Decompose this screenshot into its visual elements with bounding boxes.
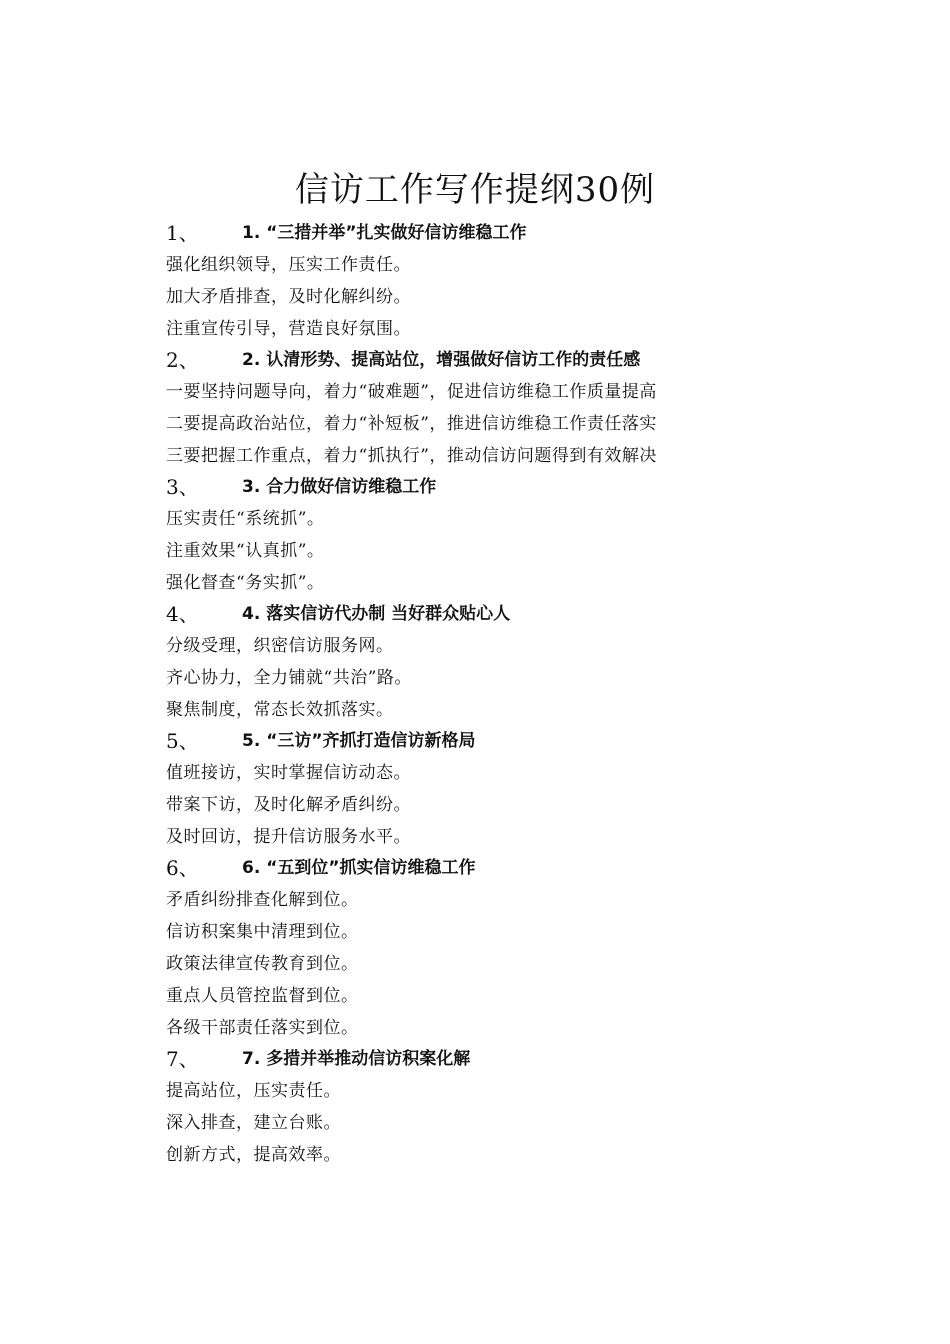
outline-item-title: 5. “三访”齐抓打造信访新格局	[242, 731, 476, 751]
outline-item-title: 2. 认清形势、提高站位，增强做好信访工作的责任感	[242, 350, 641, 370]
outline-item-number: 4、	[166, 602, 199, 626]
outline-item-heading	[166, 853, 846, 884]
outline-point: 聚焦制度，常态长效抓落实。	[166, 700, 394, 720]
outline-item-title: 3. 合力做好信访维稳工作	[242, 477, 437, 497]
outline-item	[166, 853, 846, 1044]
document-title: 信访工作写作提纲30例	[294, 170, 656, 210]
outline-item-title: 1. “三措并举”扎实做好信访维稳工作	[242, 223, 527, 243]
outline-point: 齐心协力，全力铺就“共治”路。	[166, 668, 412, 688]
outline-point: 注重效果“认真抓”。	[166, 541, 325, 561]
outline-point: 强化组织领导，压实工作责任。	[166, 255, 411, 275]
outline-item-number: 5、	[166, 729, 199, 753]
outline-item-heading	[166, 345, 846, 376]
outline-item-title: 4. 落实信访代办制 当好群众贴心人	[242, 604, 511, 624]
outline-item-heading	[166, 726, 846, 757]
outline-item-title: 7. 多措并举推动信访积案化解	[242, 1049, 471, 1069]
outline-item	[166, 599, 846, 726]
outline-point: 注重宣传引导，营造良好氛围。	[166, 319, 411, 339]
outline-item-heading	[166, 472, 846, 503]
outline-point: 三要把握工作重点，着力“抓执行”，推动信访问题得到有效解决	[166, 446, 657, 466]
outline-item-title: 6. “五到位”抓实信访维稳工作	[242, 858, 476, 878]
outline-point: 值班接访，实时掌握信访动态。	[166, 763, 411, 783]
outline-point: 一要坚持问题导向，着力“破难题”，促进信访维稳工作质量提高	[166, 382, 657, 402]
outline-point: 各级干部责任落实到位。	[166, 1018, 359, 1038]
outline-point: 矛盾纠纷排查化解到位。	[166, 890, 359, 910]
outline-point: 重点人员管控监督到位。	[166, 986, 359, 1006]
outline-point: 提高站位，压实责任。	[166, 1081, 341, 1101]
outline-point: 政策法律宣传教育到位。	[166, 954, 359, 974]
outline-point: 及时回访，提升信访服务水平。	[166, 827, 411, 847]
outline-item-number: 2、	[166, 348, 199, 372]
outline-point: 分级受理，织密信访服务网。	[166, 636, 394, 656]
outline-point: 二要提高政治站位，着力“补短板”，推进信访维稳工作责任落实	[166, 414, 657, 434]
outline-point: 强化督查“务实抓”。	[166, 573, 325, 593]
outline-point: 深入排查，建立台账。	[166, 1113, 341, 1133]
outline-item	[166, 1044, 846, 1171]
outline-item	[166, 218, 846, 345]
outline-item	[166, 726, 846, 853]
outline-item-number: 1、	[166, 221, 199, 245]
outline-item-heading	[166, 218, 846, 249]
outline-item-heading	[166, 599, 846, 630]
document-body	[166, 218, 846, 1171]
outline-item-number: 6、	[166, 856, 199, 880]
outline-item	[166, 345, 846, 472]
outline-point: 加大矛盾排查，及时化解纠纷。	[166, 287, 411, 307]
outline-point: 创新方式，提高效率。	[166, 1145, 341, 1165]
outline-item-heading	[166, 1044, 846, 1075]
outline-item-number: 7、	[166, 1047, 199, 1071]
outline-item-number: 3、	[166, 475, 199, 499]
outline-item	[166, 472, 846, 599]
outline-point: 压实责任“系统抓”。	[166, 509, 325, 529]
outline-point: 带案下访，及时化解矛盾纠纷。	[166, 795, 411, 815]
outline-point: 信访积案集中清理到位。	[166, 922, 359, 942]
